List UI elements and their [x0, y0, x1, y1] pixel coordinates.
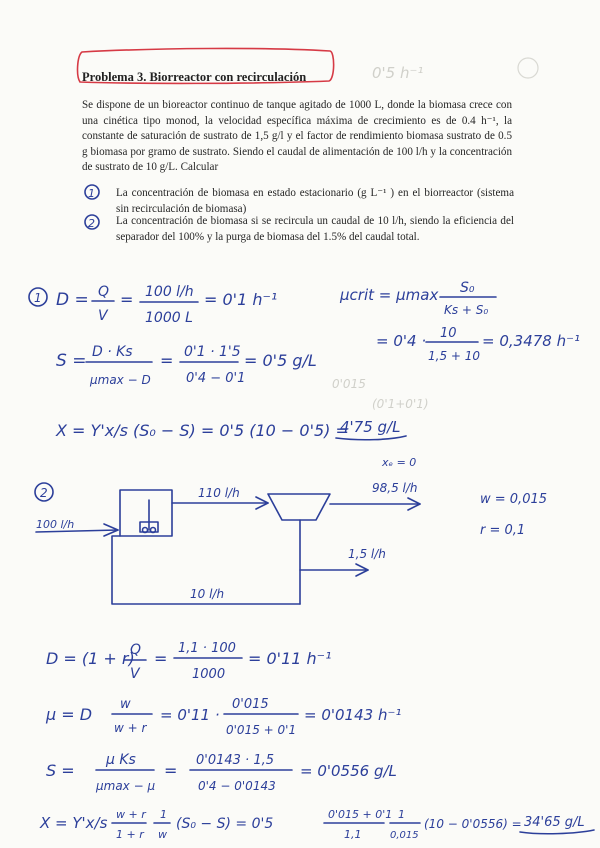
s2-result: = 0'0556 g/L	[300, 762, 397, 780]
d1-den: V	[98, 308, 108, 324]
d2-eq: =	[154, 649, 168, 668]
mu1-lhs: μcrit = μmax	[340, 286, 439, 304]
x2-underline	[520, 830, 594, 834]
separator	[268, 494, 330, 520]
s1-eq: =	[160, 351, 174, 370]
flow-diagram	[35, 456, 547, 604]
s2-num2: 0'0143 · 1,5	[196, 753, 274, 768]
d1-den2: 1000 L	[145, 310, 193, 326]
x2-f4-den: 0,015	[390, 830, 419, 841]
x2-f2-num: 1	[160, 808, 167, 821]
reactor-box	[120, 490, 172, 536]
r-label: r = 0,1	[480, 523, 526, 538]
x2-lhs: X = Y'x/s	[40, 814, 108, 832]
s2-num: μ Ks	[106, 752, 136, 768]
mu2-den: w + r	[114, 721, 147, 735]
x2-result: 34'65 g/L	[524, 815, 585, 830]
s2-lhs: S =	[46, 761, 75, 780]
mu2-num: w	[120, 697, 131, 712]
mu1-num2: 10	[440, 326, 457, 341]
s1-num2: 0'1 · 1'5	[184, 344, 241, 360]
xe-label: xₑ = 0	[382, 456, 417, 469]
x2-f1-num: w + r	[116, 808, 146, 821]
part2-marker-text: 2	[40, 486, 48, 500]
d1-lhs: D =	[56, 290, 89, 310]
mu2-den2: 0'015 + 0'1	[226, 723, 297, 737]
effluent-label: 98,5 l/h	[372, 481, 418, 495]
question-2: La concentración de biomasa si se recircula un caudal de 10 l/h, siendo la eficiencia del separador del 100% y la purga de biomasa del 1.5% del caudal total.	[116, 215, 514, 243]
s2-den2: 0'4 − 0'0143	[198, 779, 276, 793]
x2-f3-den: 1,1	[344, 828, 362, 841]
solution-part-2	[39, 641, 594, 841]
solution-part-1	[29, 280, 580, 440]
purge-label: 1,5 l/h	[348, 547, 386, 561]
mu1-num: S₀	[460, 280, 475, 296]
x1-line: X = Y'x/s (S₀ − S) = 0'5 (10 − 0'5) =	[56, 421, 349, 440]
mu1-den2: 1,5 + 10	[428, 349, 481, 363]
s1-result: = 0'5 g/L	[244, 351, 317, 370]
d1-num: Q	[98, 284, 110, 300]
x2-f3-num: 0'015 + 0'1	[328, 808, 393, 821]
mu2-result: = 0'0143 h⁻¹	[304, 706, 402, 724]
problem-title: Problema 3. Biorreactor con recirculación	[82, 70, 307, 84]
bleed-text-b: 0'015	[332, 377, 366, 391]
bleed-text-c: (0'1+0'1)	[372, 397, 429, 411]
bleed-text-a: 0'5 h⁻¹	[372, 64, 424, 82]
d2-den: V	[130, 666, 140, 682]
mu2-lhs: μ = D	[46, 705, 93, 724]
question-1: La concentración de biomasa en estado estacionario (g L⁻¹ ) en el biorreactor (sistema sin recirculación de biomasa)	[116, 187, 514, 215]
d2-den2: 1000	[192, 667, 226, 682]
x2-f1-den: 1 + r	[116, 828, 144, 841]
mu1-den: Ks + S₀	[444, 303, 489, 317]
s1-lhs: S =	[56, 351, 87, 371]
mu2-num2: 0'015	[232, 697, 269, 712]
mu1-calc: = 0'4 ·	[376, 332, 427, 350]
svg-text:1: 1	[88, 187, 95, 200]
x1-result: 4'75 g/L	[340, 418, 401, 436]
d1-num2: 100 l/h	[145, 284, 194, 300]
d2-result: = 0'11 h⁻¹	[248, 649, 332, 668]
s1-den2: 0'4 − 0'1	[186, 371, 246, 386]
s1-den: μmax − D	[90, 373, 151, 387]
d1-result: = 0'1 h⁻¹	[204, 290, 278, 309]
problem-statement: Se dispone de un bioreactor continuo de tanque agitado de 1000 L, donde la biomasa crece con una cinética tipo monod, la velocidad específica máxima de crecimiento es de 0.4 h⁻¹, la constante de saturación de sustrato de 1,5 g/l y el factor de rendimiento biomasa sustrato de 0.5 g biomasa por gramo de sustrato. Siendo el caudal de alimentación de 100 l/h y la concentración de sustrato de 10 g/L. Calcular	[82, 99, 512, 173]
s2-den: μmax − μ	[96, 779, 156, 793]
d2-num: Q	[130, 642, 142, 658]
w-label: w = 0,015	[480, 492, 548, 507]
recycle-label: 10 l/h	[190, 587, 225, 601]
svg-text:2: 2	[88, 217, 95, 230]
feed-label: 100 l/h	[36, 518, 75, 531]
mu1-result: = 0,3478 h⁻¹	[482, 332, 581, 350]
d2-num2: 1,1 · 100	[178, 641, 236, 656]
s1-num: D · Ks	[92, 344, 133, 360]
x2-f4-num: 1	[398, 808, 405, 821]
x2-f2-den: w	[158, 828, 167, 841]
x2-mid: (S₀ − S) = 0'5	[176, 816, 274, 832]
mu2-eq: = 0'11 ·	[160, 706, 220, 724]
d2-lhs: D = (1 + r)	[46, 649, 135, 668]
x2-tail: (10 − 0'0556) =	[424, 817, 522, 831]
s2-eq: =	[164, 761, 178, 780]
part1-marker-text: 1	[34, 291, 42, 305]
reactor-out-label: 110 l/h	[198, 486, 240, 500]
d1-eq: =	[120, 290, 134, 309]
